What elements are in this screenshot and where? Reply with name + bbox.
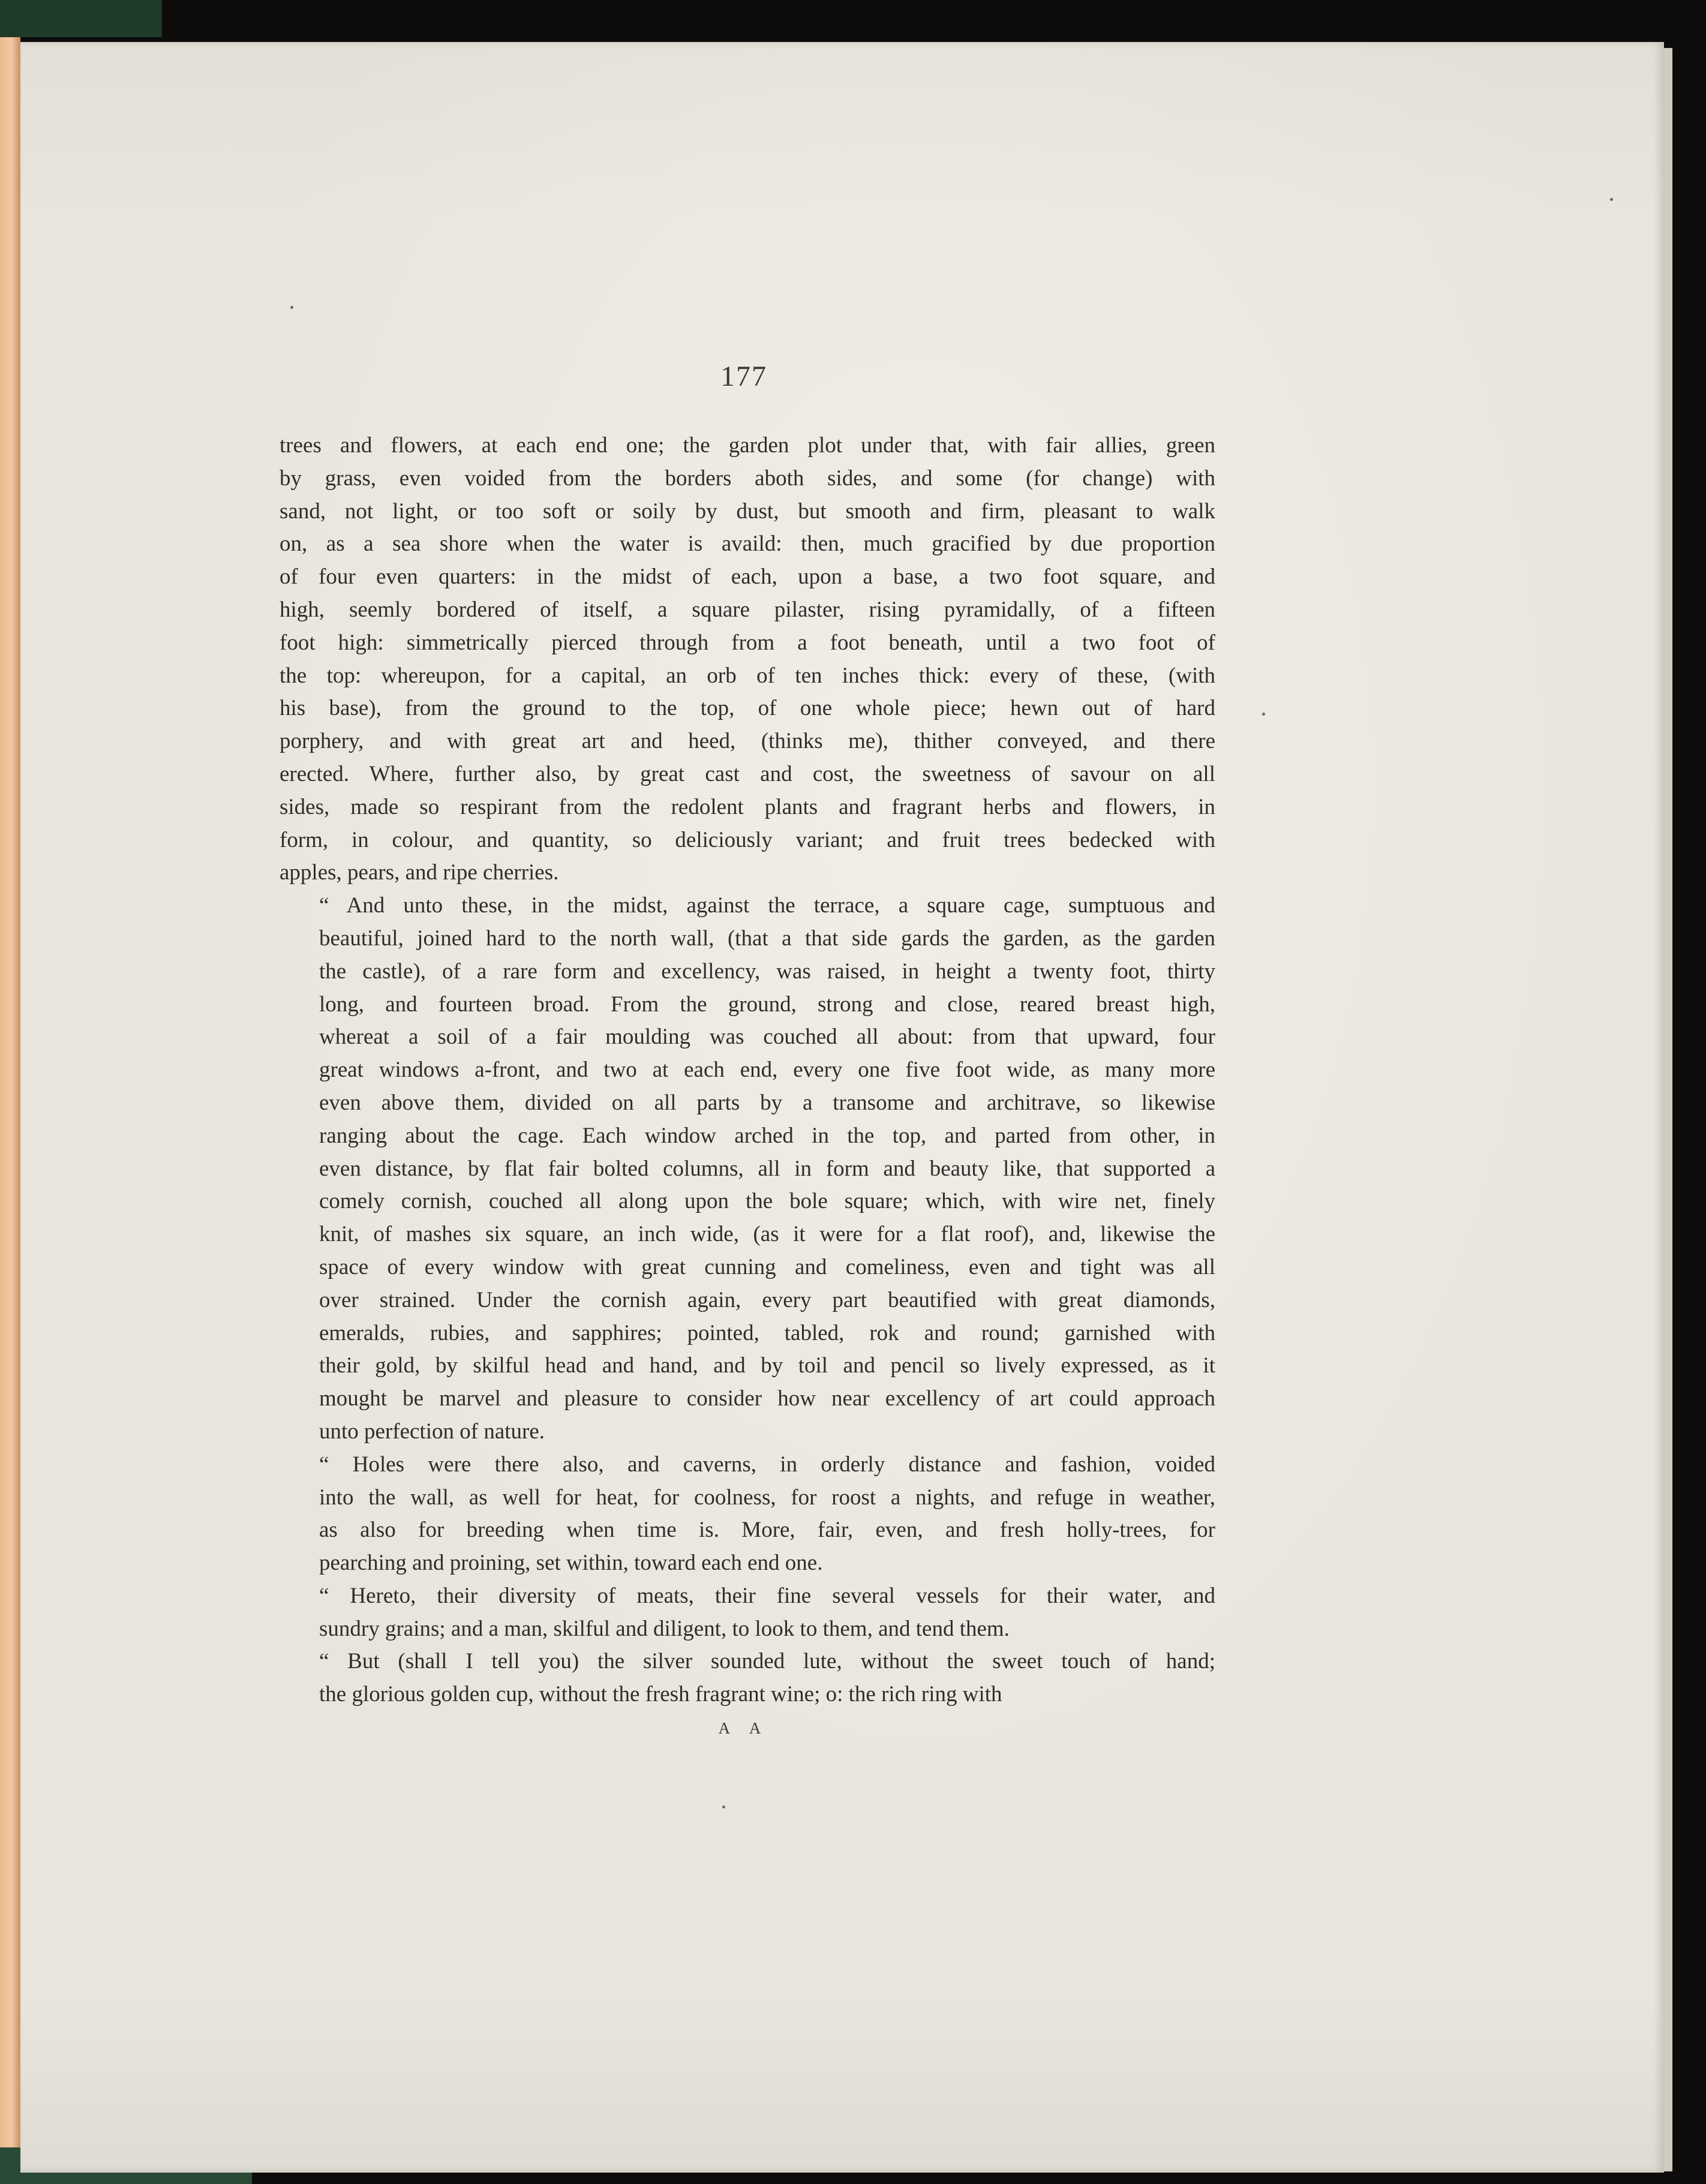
text-line: apples, pears, and ripe cherries. xyxy=(280,860,559,885)
book-cover-corner-top xyxy=(0,0,162,37)
paragraph xyxy=(280,890,1215,1449)
text-line: high, seemly bordered of itself, a square pilaster, rising pyramidally, of a fifteen xyxy=(280,597,1215,622)
paper-speck xyxy=(722,1806,725,1809)
text-line: form, in colour, and quantity, so deliciously variant; and fruit trees bedecked with xyxy=(280,827,1215,852)
paragraph xyxy=(280,1449,1215,1580)
text-line: emeralds, rubies, and sapphires; pointed, tabled, rok and round; garnished with xyxy=(319,1320,1215,1345)
text-line: sand, not light, or too soft or soily by dust, but smooth and firm, pleasant to walk xyxy=(280,498,1215,524)
paper-speck xyxy=(290,306,293,309)
text-line: unto perfection of nature. xyxy=(319,1419,545,1444)
text-line: as also for breeding when time is. More, fair, even, and fresh holly-trees, for xyxy=(319,1518,1215,1543)
text-line: ranging about the cage. Each window arched in the top, and parted from other, in xyxy=(319,1123,1215,1148)
text-line: into the wall, as well for heat, for coolness, for roost a nights, and refuge in weather, xyxy=(319,1485,1215,1510)
text-line: the castle), of a rare form and excellency, was raised, in height a twenty foot, thirty xyxy=(319,959,1215,984)
text-line: great windows a-front, and two at each end, every one five foot wide, as many more xyxy=(319,1058,1215,1083)
page-number: 177 xyxy=(720,361,767,392)
text-line: long, and fourteen broad. From the ground, strong and close, reared breast high, xyxy=(319,992,1215,1017)
paper-speck xyxy=(1262,713,1265,716)
paper-speck xyxy=(1610,198,1613,201)
text-line: mought be marvel and pleasure to consider how near excellency of art could approach xyxy=(319,1386,1215,1411)
text-line: his base), from the ground to the top, of one whole piece; hewn out of hard xyxy=(280,696,1215,721)
book-edge-left xyxy=(0,0,20,2184)
text-line: over strained. Under the cornish again, every part beautified with great diamonds, xyxy=(319,1287,1215,1312)
body-text xyxy=(280,429,1215,1711)
text-line: whereat a soil of a fair moulding was couched all about: from that upward, four xyxy=(319,1025,1215,1050)
text-line: by grass, even voided from the borders aboth sides, and some (for change) with xyxy=(280,465,1215,491)
text-line: trees and flowers, at each end one; the garden plot under that, with fair allies, green xyxy=(280,433,1215,458)
text-line: even distance, by flat fair bolted columns, all in form and beauty like, that supported a xyxy=(319,1156,1215,1181)
text-line: sides, made so respirant from the redolent plants and fragrant herbs and flowers, in xyxy=(280,794,1215,819)
text-line: comely cornish, couched all along upon the bole square; which, with wire net, finely xyxy=(319,1189,1215,1214)
text-line: “ Holes were there also, and caverns, in orderly distance and fashion, voided xyxy=(319,1452,1215,1477)
text-line: foot high: simmetrically pierced through from a foot beneath, until a two foot of xyxy=(280,630,1215,655)
paragraph xyxy=(280,1580,1215,1646)
text-line: on, as a sea shore when the water is availd: then, much gracified by due proportion xyxy=(280,531,1215,557)
text-line: pearching and proining, set within, toward each end one. xyxy=(319,1551,823,1576)
text-line: sundry grains; and a man, skilful and diligent, to look to them, and tend them. xyxy=(319,1616,1010,1641)
paragraph xyxy=(280,1645,1215,1711)
text-line: the top: whereupon, for a capital, an orb of ten inches thick: every of these, (with xyxy=(280,663,1215,688)
text-line: “ Hereto, their diversity of meats, their fine several vessels for their water, and xyxy=(319,1583,1215,1608)
text-line: erected. Where, further also, by great cast and cost, the sweetness of savour on all xyxy=(280,761,1215,786)
text-line: knit, of mashes six square, an inch wide, (as it were for a flat roof), and, likewise the xyxy=(319,1222,1215,1247)
text-line: space of every window with great cunning and comeliness, even and tight was all xyxy=(319,1254,1215,1279)
text-line: “ And unto these, in the midst, against the terrace, a square cage, sumptuous and xyxy=(319,893,1215,918)
text-line: “ But (shall I tell you) the silver sounded lute, without the sweet touch of hand; xyxy=(319,1649,1215,1674)
text-line: porphery, and with great art and heed, (thinks me), thither conveyed, and there xyxy=(280,729,1215,754)
text-line: of four even quarters: in the midst of each, upon a base, a two foot square, and xyxy=(280,564,1215,590)
page-edge-right xyxy=(1664,48,1672,2171)
signature-mark: A A xyxy=(718,1719,770,1737)
text-line: the glorious golden cup, without the fresh fragrant wine; o: the rich ring with xyxy=(319,1682,1002,1707)
paragraph xyxy=(280,429,1215,890)
text-line: beautiful, joined hard to the north wall, (that a that side gards the garden, as the garden xyxy=(319,926,1215,951)
text-line: their gold, by skilful head and hand, and by toil and pencil so lively expressed, as it xyxy=(319,1353,1215,1378)
text-line: even above them, divided on all parts by a transome and architrave, so likewise xyxy=(319,1090,1215,1115)
